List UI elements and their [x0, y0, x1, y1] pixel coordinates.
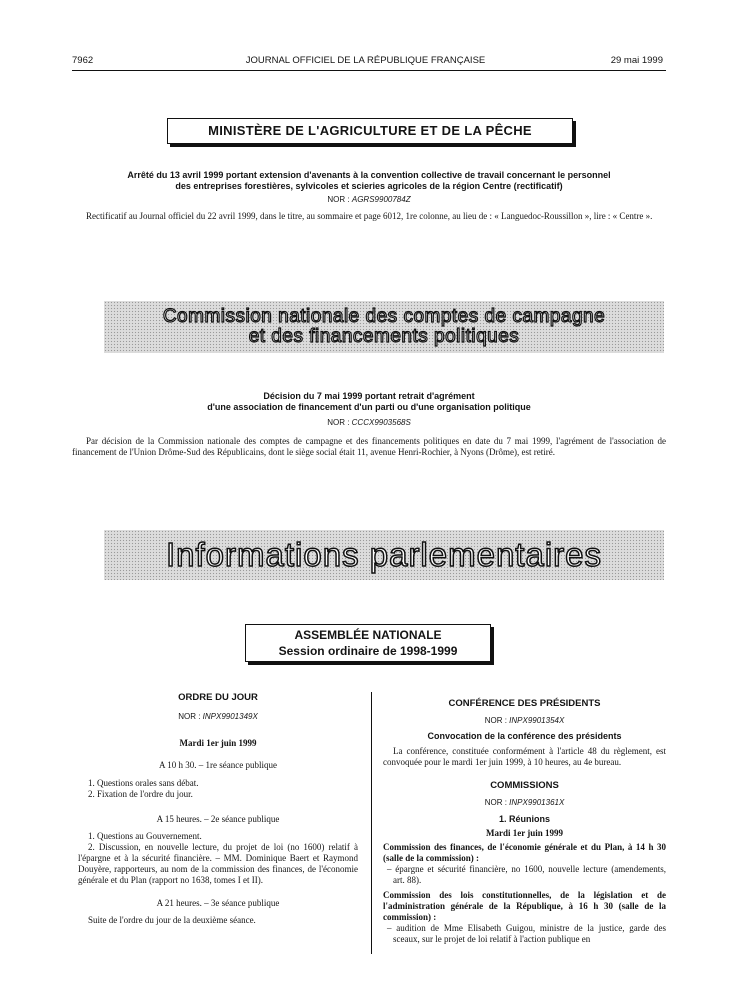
commission-banner-line1: Commission nationale des comptes de campagne	[162, 306, 606, 327]
arrete-title-line2: des entreprises forestières, sylvicoles et scieries agricoles de la région Centre (rectificatif)	[175, 181, 563, 191]
arrete-nor	[72, 195, 666, 204]
ordre-day: Mardi 1er juin 1999	[179, 738, 257, 748]
decision-title	[72, 391, 666, 413]
ministry-title-box	[167, 118, 573, 144]
decision-nor	[72, 418, 666, 427]
assemblee-session: Session ordinaire de 1998-1999	[278, 644, 458, 658]
commissions-title: COMMISSIONS	[490, 780, 559, 791]
conference-subtitle: Convocation de la conférence des présidents	[427, 731, 622, 741]
informations-banner	[104, 530, 664, 580]
nor-code: INPX9901349X	[202, 712, 258, 721]
decision-text: Par décision de la Commission nationale des comptes de campagne et des financements politiques en date du 7 mai 1999, l'agrément de l'association de financement de l'Union Drôme-Sud des Républicains, dont le siège social était 11, avenue Henri-Rochier, à Nyons (Drôme), est retiré.	[72, 436, 666, 457]
decision-title-line2: d'une association de financement d'un parti ou d'une organisation politique	[207, 402, 531, 412]
nor-code: INPX9901354X	[509, 716, 565, 725]
seance1-heading: A 10 h 30. – 1re séance publique	[159, 760, 277, 770]
nor-code: CCCX9903568S	[351, 418, 411, 427]
journal-title: JOURNAL OFFICIEL DE LA RÉPUBLIQUE FRANÇAISE	[245, 55, 486, 66]
seance2-item: 2. Discussion, en nouvelle lecture, du projet de loi (no 1600) relatif à l'épargne et à la sécurité financière. – MM. Dominique Baert et Raymond Douyère, rapporteurs, au nom de la commission des finances, de l'économie générale et du Plan (rapport no 1638, tomes I et II).	[78, 842, 358, 885]
ministry-title: MINISTÈRE DE L'AGRICULTURE ET DE LA PÊCHE	[208, 123, 532, 138]
header-rule	[72, 70, 666, 71]
assemblee-title: ASSEMBLÉE NATIONALE	[294, 628, 442, 642]
ordre-nor	[78, 711, 358, 722]
right-column	[383, 698, 666, 945]
seance3-item: Suite de l'ordre du jour de la deuxième séance.	[88, 915, 256, 925]
decision-title-line1: Décision du 7 mai 1999 portant retrait d'agrément	[263, 391, 475, 401]
left-column	[78, 692, 358, 926]
conference-title: CONFÉRENCE DES PRÉSIDENTS	[448, 698, 601, 709]
nor-label: NOR :	[327, 418, 350, 427]
nor-label: NOR :	[327, 195, 350, 204]
informations-banner-text: Informations parlementaires	[165, 536, 603, 573]
nor-label: NOR :	[484, 716, 507, 725]
nor-code: INPX9901361X	[509, 798, 565, 807]
rectificatif-text: Rectificatif au Journal officiel du 22 avril 1999, dans le titre, au sommaire et page 6012, 1re colonne, au lieu de : « Languedoc-Roussillon », lire : « Centre ».	[86, 211, 653, 221]
seance3-heading: A 21 heures. – 3e séance publique	[156, 898, 280, 908]
commissions-day: Mardi 1er juin 1999	[485, 828, 564, 838]
seance2-heading: A 15 heures. – 2e séance publique	[156, 814, 280, 824]
ordre-du-jour-title: ORDRE DU JOUR	[178, 692, 258, 703]
seance2-item: 1. Questions au Gouvernement.	[88, 831, 202, 841]
conference-text: La conférence, constituée conformément à l'article 48 du règlement, est convoquée pour le mardi 1er juin 1999, à 10 heures, au 4e bureau.	[383, 746, 666, 767]
arrete-title-line1: Arrêté du 13 avril 1999 portant extension d'avenants à la convention collective de travail concernant le personnel	[127, 170, 611, 180]
commission-finances: Commission des finances, de l'économie générale et du Plan, à 14 h 30 (salle de la commission) :	[383, 842, 666, 863]
commission-finances-item: – épargne et sécurité financière, no 1600, nouvelle lecture (amendements, art. 88).	[387, 864, 666, 885]
commission-lois: Commission des lois constitutionnelles, de la législation et de l'administration générale de la République, à 16 h 30 (salle de la commission) :	[383, 890, 666, 922]
conference-nor	[383, 715, 666, 726]
commission-lois-item: – audition de Mme Elisabeth Guigou, ministre de la justice, garde des sceaux, sur le projet de loi relatif à l'action publique en	[387, 923, 666, 944]
assemblee-box	[245, 624, 491, 662]
commission-banner-line2: et des financements politiques	[248, 326, 520, 347]
nor-label: NOR :	[484, 798, 507, 807]
nor-label: NOR :	[178, 712, 201, 721]
seance1-item: 1. Questions orales sans débat.	[88, 778, 199, 788]
page-number: 7962	[72, 55, 94, 66]
arrete-title	[72, 170, 666, 192]
header-date: 29 mai 1999	[610, 55, 663, 66]
commission-banner	[104, 301, 664, 353]
commissions-nor	[383, 797, 666, 808]
column-divider	[371, 692, 372, 954]
nor-code: AGRS9900784Z	[351, 195, 411, 204]
reunions-heading: 1. Réunions	[498, 814, 550, 824]
seance1-item: 2. Fixation de l'ordre du jour.	[88, 789, 193, 799]
